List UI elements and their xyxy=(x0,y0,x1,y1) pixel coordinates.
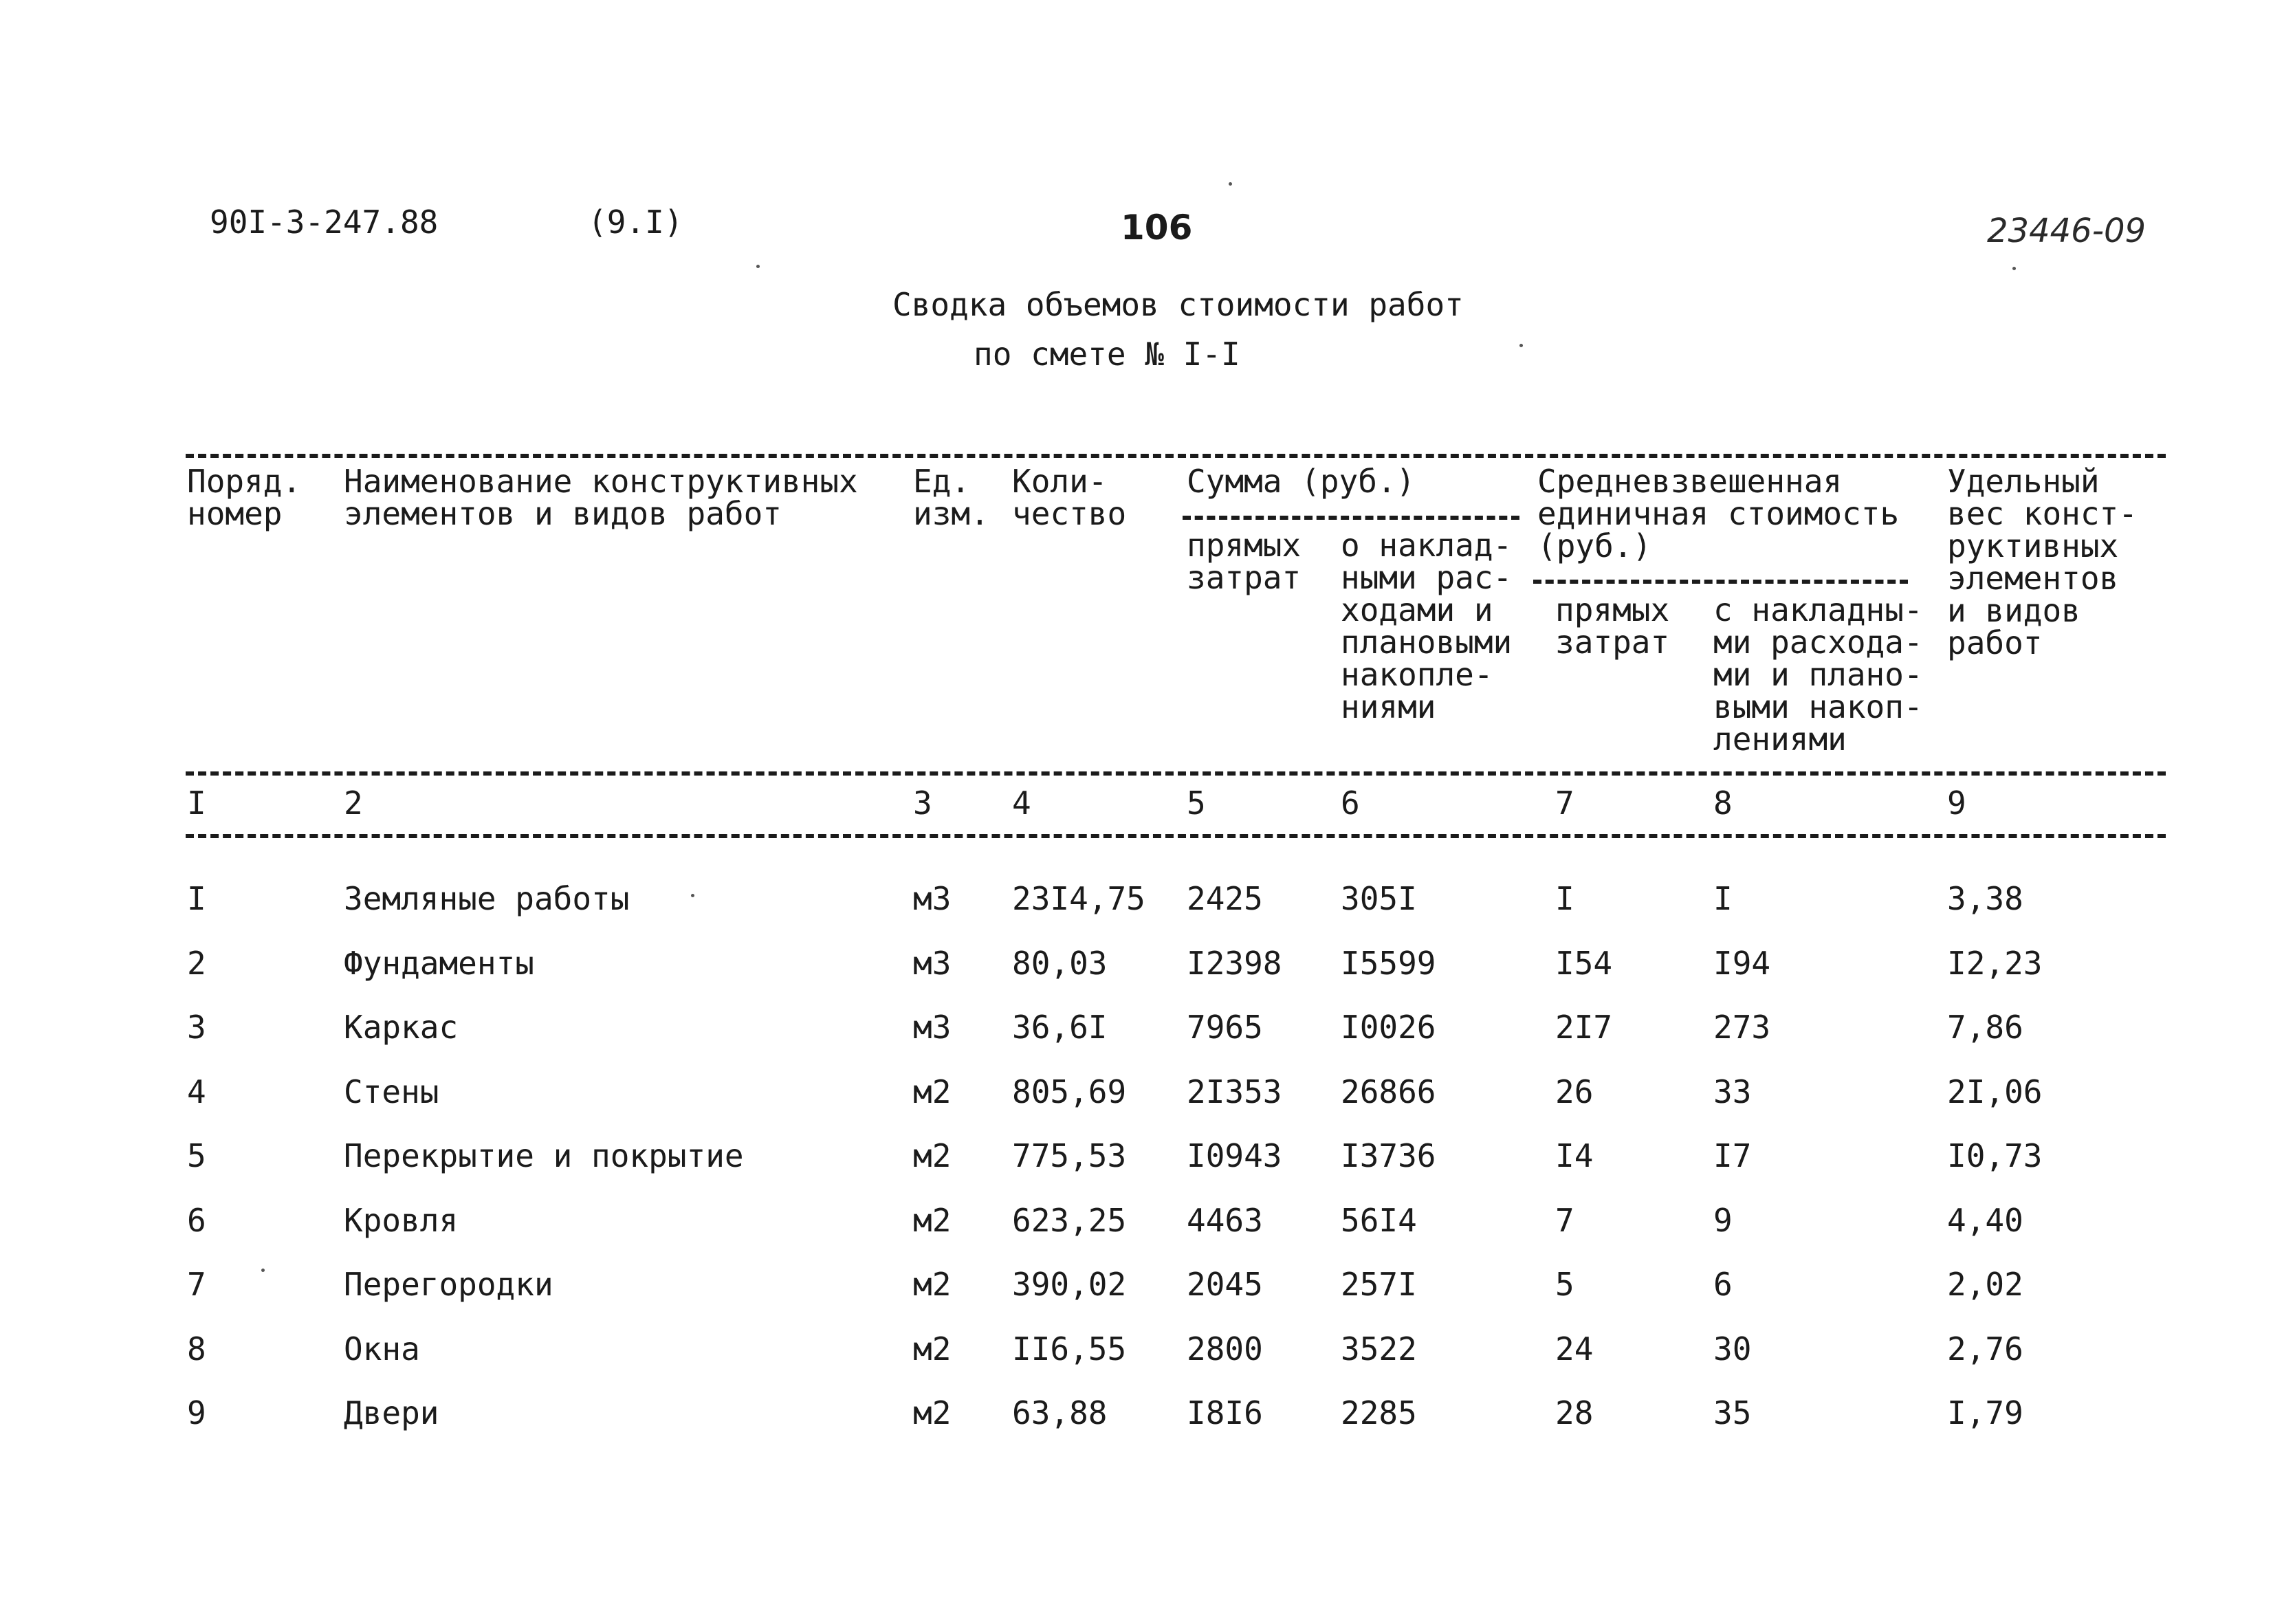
row-specific-weight: 7,86 xyxy=(1947,1009,2023,1046)
row-sum-overhead: I3736 xyxy=(1341,1137,1436,1174)
row-number: 5 xyxy=(187,1137,206,1174)
row-name: Земляные работы xyxy=(344,880,630,917)
document-code: 90I-3-247.88 xyxy=(210,204,439,241)
section-number: (9.I) xyxy=(588,204,683,241)
row-sum-direct: I0943 xyxy=(1187,1137,1282,1174)
header-bottom-rule xyxy=(186,771,2166,776)
row-sum-direct: 2I353 xyxy=(1187,1073,1282,1110)
row-number: 6 xyxy=(187,1202,206,1239)
row-avg-overhead: 273 xyxy=(1713,1009,1771,1046)
row-sum-direct: 7965 xyxy=(1187,1009,1263,1046)
row-avg-overhead: I xyxy=(1713,880,1733,917)
row-quantity: 63,88 xyxy=(1012,1394,1108,1431)
row-avg-direct: I4 xyxy=(1555,1137,1594,1174)
row-sum-direct: 2425 xyxy=(1187,880,1263,917)
row-avg-direct: 2I7 xyxy=(1555,1009,1613,1046)
row-avg-overhead: 30 xyxy=(1713,1330,1752,1368)
column-number-9: 9 xyxy=(1947,784,1966,822)
row-unit: м2 xyxy=(913,1202,952,1239)
row-quantity: II6,55 xyxy=(1012,1330,1127,1368)
row-avg-direct: 28 xyxy=(1555,1394,1594,1431)
row-number: 3 xyxy=(187,1009,206,1046)
header-order-number: Поряд. номер xyxy=(187,463,302,532)
row-sum-overhead: I5599 xyxy=(1341,945,1436,982)
column-number-4: 4 xyxy=(1012,784,1031,822)
row-quantity: 390,02 xyxy=(1012,1266,1127,1303)
column-number-8: 8 xyxy=(1713,784,1733,822)
row-avg-overhead: I94 xyxy=(1713,945,1771,982)
scan-speck xyxy=(1519,344,1523,347)
row-quantity: 36,6I xyxy=(1012,1009,1108,1046)
header-unit: Ед. изм. xyxy=(913,463,989,532)
column-number-7: 7 xyxy=(1555,784,1574,822)
row-sum-overhead: 3522 xyxy=(1341,1330,1417,1368)
column-number-1: I xyxy=(187,784,206,822)
row-avg-overhead: 9 xyxy=(1713,1202,1733,1239)
row-quantity: 623,25 xyxy=(1012,1202,1127,1239)
row-avg-direct: I xyxy=(1555,880,1574,917)
column-number-3: 3 xyxy=(913,784,932,822)
row-sum-direct: I2398 xyxy=(1187,945,1282,982)
row-name: Кровля xyxy=(344,1202,459,1239)
column-number-2: 2 xyxy=(344,784,363,822)
column-numbers-rule xyxy=(186,834,2166,838)
row-unit: м3 xyxy=(913,945,952,982)
header-sum-group: Сумма (руб.) xyxy=(1187,463,1416,500)
row-specific-weight: I,79 xyxy=(1947,1394,2023,1431)
row-name: Перегородки xyxy=(344,1266,553,1303)
row-sum-overhead: 56I4 xyxy=(1341,1202,1417,1239)
row-avg-overhead: I7 xyxy=(1713,1137,1752,1174)
row-avg-direct: 5 xyxy=(1555,1266,1574,1303)
sum-group-rule xyxy=(1183,516,1519,520)
row-sum-overhead: 26866 xyxy=(1341,1073,1436,1110)
row-specific-weight: I2,23 xyxy=(1947,945,2043,982)
avg-group-rule xyxy=(1533,580,1908,584)
row-specific-weight: 3,38 xyxy=(1947,880,2023,917)
row-avg-overhead: 35 xyxy=(1713,1394,1752,1431)
row-unit: м3 xyxy=(913,1009,952,1046)
row-name: Фундаменты xyxy=(344,945,534,982)
row-name: Двери xyxy=(344,1394,439,1431)
row-unit: м3 xyxy=(913,880,952,917)
scan-speck xyxy=(691,894,694,897)
row-number: 8 xyxy=(187,1330,206,1368)
header-avg-direct: прямых затрат xyxy=(1555,591,1670,661)
header-avg-group: Средневзвешенная единичная стоимость (руб.) xyxy=(1537,463,1900,564)
row-name: Окна xyxy=(344,1330,420,1368)
row-number: 2 xyxy=(187,945,206,982)
row-sum-direct: 2800 xyxy=(1187,1330,1263,1368)
header-quantity: Коли- чество xyxy=(1012,463,1127,532)
row-avg-overhead: 33 xyxy=(1713,1073,1752,1110)
column-number-6: 6 xyxy=(1341,784,1360,822)
row-specific-weight: 2I,06 xyxy=(1947,1073,2043,1110)
row-quantity: 775,53 xyxy=(1012,1137,1127,1174)
row-avg-direct: I54 xyxy=(1555,945,1613,982)
scan-speck xyxy=(261,1269,265,1272)
header-specific-weight: Удельный вес конст- руктивных элементов и видов работ xyxy=(1947,463,2138,661)
header-sum-overhead: о наклад- ными рас- ходами и плановыми накопле- ниями xyxy=(1341,527,1513,725)
row-specific-weight: 2,76 xyxy=(1947,1330,2023,1368)
column-number-5: 5 xyxy=(1187,784,1206,822)
row-unit: м2 xyxy=(913,1394,952,1431)
row-sum-direct: 2045 xyxy=(1187,1266,1263,1303)
row-sum-overhead: 305I xyxy=(1341,880,1417,917)
title-line-2: по смете № I-I xyxy=(974,336,1240,373)
row-unit: м2 xyxy=(913,1073,952,1110)
row-avg-overhead: 6 xyxy=(1713,1266,1733,1303)
row-unit: м2 xyxy=(913,1137,952,1174)
row-sum-overhead: 257I xyxy=(1341,1266,1417,1303)
row-quantity: 80,03 xyxy=(1012,945,1108,982)
header-name: Наименование конструктивных элементов и видов работ xyxy=(344,463,858,532)
row-specific-weight: 4,40 xyxy=(1947,1202,2023,1239)
row-number: I xyxy=(187,880,206,917)
row-sum-direct: I8I6 xyxy=(1187,1394,1263,1431)
row-name: Стены xyxy=(344,1073,439,1110)
row-name: Перекрытие и покрытие xyxy=(344,1137,744,1174)
row-sum-overhead: 2285 xyxy=(1341,1394,1417,1431)
row-number: 9 xyxy=(187,1394,206,1431)
row-quantity: 805,69 xyxy=(1012,1073,1127,1110)
header-avg-overhead: с накладны- ми расхода- ми и плано- выми накоп- лениями xyxy=(1713,591,1923,758)
row-number: 4 xyxy=(187,1073,206,1110)
row-avg-direct: 24 xyxy=(1555,1330,1594,1368)
archive-number: 23446-09 xyxy=(1987,212,2146,250)
page-number: 106 xyxy=(1121,208,1193,248)
row-sum-overhead: I0026 xyxy=(1341,1009,1436,1046)
row-specific-weight: I0,73 xyxy=(1947,1137,2043,1174)
row-name: Каркас xyxy=(344,1009,459,1046)
row-avg-direct: 7 xyxy=(1555,1202,1574,1239)
header-sum-direct: прямых затрат xyxy=(1187,527,1302,596)
row-unit: м2 xyxy=(913,1266,952,1303)
title-line-1: Сводка объемов стоимости работ xyxy=(892,286,1464,323)
scan-speck xyxy=(756,265,760,268)
scan-speck xyxy=(2012,267,2016,270)
table-top-rule xyxy=(186,454,2166,458)
scan-speck xyxy=(1229,182,1232,186)
row-number: 7 xyxy=(187,1266,206,1303)
row-avg-direct: 26 xyxy=(1555,1073,1594,1110)
row-specific-weight: 2,02 xyxy=(1947,1266,2023,1303)
row-unit: м2 xyxy=(913,1330,952,1368)
row-sum-direct: 4463 xyxy=(1187,1202,1263,1239)
row-quantity: 23I4,75 xyxy=(1012,880,1145,917)
